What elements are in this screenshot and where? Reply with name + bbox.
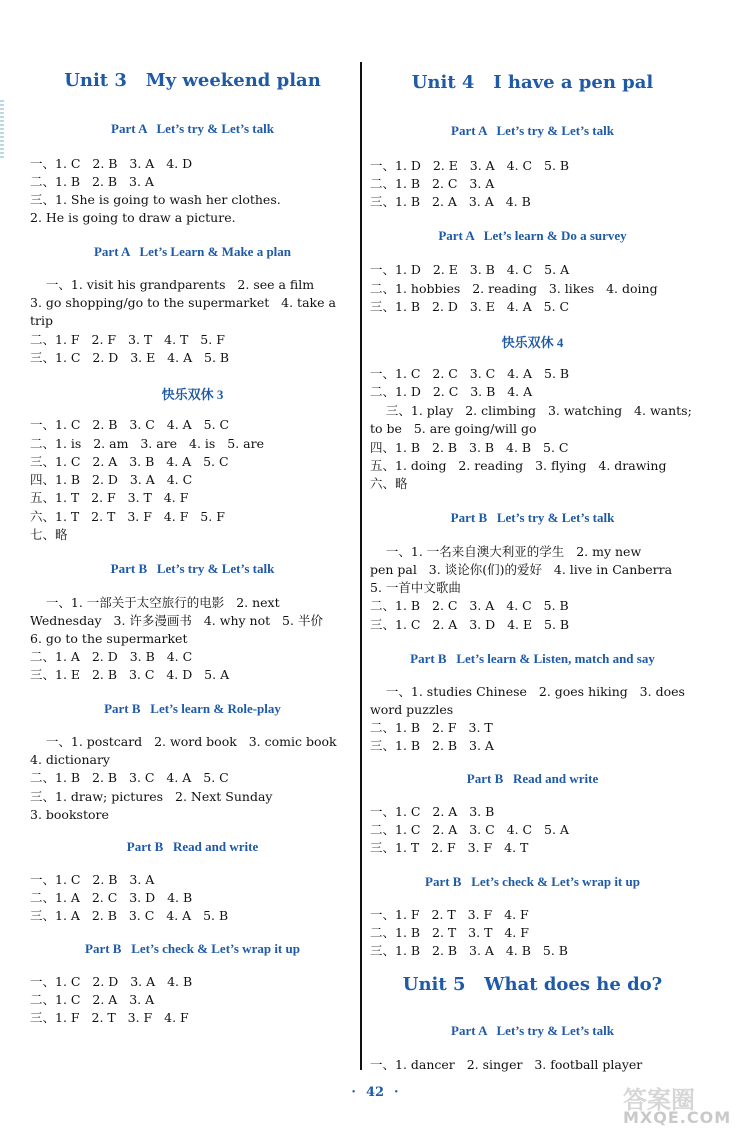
section-heading: Part A Let’s try & Let’s talk [451, 1023, 614, 1038]
answer-line: 二、1. is 2. am 3. are 4. is 5. are [30, 436, 264, 451]
answer-line: 二、1. B 2. C 3. A 4. C 5. B [370, 598, 569, 613]
answer-line: 三、1. C 2. D 3. E 4. A 5. B [30, 350, 230, 365]
answer-line: 一、1. C 2. C 3. C 4. A 5. B [370, 366, 570, 381]
answer-line: 三、1. C 2. A 3. D 4. E 5. B [370, 617, 570, 632]
answer-line: 三、1. C 2. A 3. B 4. A 5. C [30, 454, 229, 469]
answer-line: 三、1. B 2. A 3. A 4. B [370, 194, 531, 209]
answer-line: 四、1. B 2. D 3. A 4. C [30, 472, 193, 487]
answer-line: Wednesday 3. 许多漫画书 4. why not 5. 半价 [30, 613, 323, 628]
section-heading: Part B Read and write [466, 771, 599, 786]
answer-line: 一、1. postcard 2. word book 3. comic book [30, 734, 337, 749]
answer-line: 二、1. B 2. B 3. C 4. A 5. C [30, 770, 229, 785]
answer-line: 六、1. T 2. T 3. F 4. F 5. F [30, 509, 225, 524]
answer-line: 二、1. hobbies 2. reading 3. likes 4. doing [370, 281, 658, 296]
watermark-cn-text: 答案圈 [623, 1086, 695, 1114]
answer-line: 五、1. T 2. F 3. T 4. F [30, 490, 189, 505]
answer-line: 一、1. C 2. A 3. B [370, 804, 495, 819]
answer-line: 三、1. E 2. B 3. C 4. D 5. A [30, 667, 230, 682]
answer-line: 三、1. She is going to wash her clothes. [30, 192, 281, 207]
answer-line: 一、1. C 2. B 3. A [30, 872, 155, 887]
section-heading: 快乐双休 4 [501, 335, 564, 350]
answer-line: pen pal 3. 谈论你(们)的爱好 4. live in Canberra [370, 562, 673, 577]
page-number-value: 42 [365, 1085, 385, 1100]
binding-edge-mark [0, 100, 4, 160]
answer-line: 6. go to the supermarket [30, 631, 188, 646]
answer-line: 六、略 [370, 476, 408, 491]
answer-line: 二、1. B 2. B 3. A [30, 174, 154, 189]
answer-line: 三、1. B 2. B 3. A [370, 738, 494, 753]
answer-line: 二、1. A 2. D 3. B 4. C [30, 649, 193, 664]
answer-line: 三、1. B 2. D 3. E 4. A 5. C [370, 299, 570, 314]
answer-line: 四、1. B 2. B 3. B 4. B 5. C [370, 440, 569, 455]
page-number-dot-left: · [351, 1085, 356, 1100]
answer-line: 二、1. B 2. F 3. T [370, 720, 493, 735]
unit-title: Unit 5 What does he do? [402, 974, 663, 995]
answer-line: 三、1. draw; pictures 2. Next Sunday [30, 789, 273, 804]
section-heading: Part A Let’s Learn & Make a plan [93, 244, 292, 259]
answer-line: 一、1. D 2. E 3. A 4. C 5. B [370, 158, 570, 173]
answer-line: 一、1. visit his grandparents 2. see a film [30, 277, 315, 292]
answer-line: 一、1. studies Chinese 2. goes hiking 3. does [370, 684, 685, 699]
answer-line: 一、1. 一部关于太空旅行的电影 2. next [30, 595, 280, 610]
answer-line: 5. 一首中文歌曲 [370, 580, 461, 595]
section-heading: 快乐双休 3 [161, 387, 224, 402]
answer-line: 二、1. C 2. A 3. A [30, 992, 155, 1007]
section-heading: Part B Let’s check & Let’s wrap it up [425, 874, 640, 889]
unit-title: Unit 4 I have a pen pal [411, 72, 654, 93]
section-heading: Part A Let’s learn & Do a survey [438, 228, 627, 243]
column-divider [360, 62, 362, 1070]
answer-line: 一、1. F 2. T 3. F 4. F [370, 907, 529, 922]
answer-line: 三、1. play 2. climbing 3. watching 4. wants; [370, 403, 692, 418]
section-heading: Part A Let’s try & Let’s talk [111, 121, 274, 136]
answer-line: 2. He is going to draw a picture. [30, 210, 236, 225]
answer-line: trip [30, 313, 53, 328]
answer-line: to be 5. are going/will go [370, 421, 537, 436]
answer-line: 一、1. 一名来自澳大利亚的学生 2. my new [370, 544, 642, 559]
answer-line: 三、1. A 2. B 3. C 4. A 5. B [30, 908, 229, 923]
section-heading: Part B Let’s check & Let’s wrap it up [85, 941, 300, 956]
section-heading: Part B Read and write [126, 839, 259, 854]
answer-line: 一、1. C 2. B 3. C 4. A 5. C [30, 417, 230, 432]
answer-line: 3. bookstore [30, 807, 109, 822]
answer-line: 二、1. C 2. A 3. C 4. C 5. A [370, 822, 569, 837]
answer-line: 二、1. F 2. F 3. T 4. T 5. F [30, 332, 225, 347]
answer-line: 二、1. D 2. C 3. B 4. A [370, 384, 533, 399]
answer-line: 一、1. dancer 2. singer 3. football player [370, 1057, 643, 1072]
answer-line: 七、略 [30, 527, 68, 542]
answer-line: 三、1. F 2. T 3. F 4. F [30, 1010, 189, 1025]
answer-line: 五、1. doing 2. reading 3. flying 4. drawing [370, 458, 667, 473]
unit-title: Unit 3 My weekend plan [64, 70, 321, 91]
watermark-en-text: MXQE.COM [623, 1108, 732, 1127]
section-heading: Part B Let’s learn & Listen, match and say [410, 651, 655, 666]
answer-line: word puzzles [370, 702, 454, 717]
answer-line: 三、1. B 2. B 3. A 4. B 5. B [370, 943, 568, 958]
page-number-dot-right: · [394, 1085, 399, 1100]
section-heading: Part A Let’s try & Let’s talk [451, 123, 614, 138]
answer-line: 二、1. B 2. T 3. T 4. F [370, 925, 529, 940]
answer-line: 二、1. B 2. C 3. A [370, 176, 495, 191]
answer-line: 二、1. A 2. C 3. D 4. B [30, 890, 193, 905]
answer-line: 一、1. C 2. B 3. A 4. D [30, 156, 193, 171]
section-heading: Part B Let’s try & Let’s talk [450, 510, 615, 525]
section-heading: Part B Let’s try & Let’s talk [110, 561, 275, 576]
answer-line: 一、1. C 2. D 3. A 4. B [30, 974, 193, 989]
answer-line: 三、1. T 2. F 3. F 4. T [370, 840, 529, 855]
answer-line: 3. go shopping/go to the supermarket 4. take a [30, 295, 336, 310]
answer-line: 一、1. D 2. E 3. B 4. C 5. A [370, 262, 570, 277]
section-heading: Part B Let’s learn & Role-play [104, 701, 281, 716]
watermark-logo [605, 1080, 745, 1130]
answer-line: 4. dictionary [30, 752, 110, 767]
